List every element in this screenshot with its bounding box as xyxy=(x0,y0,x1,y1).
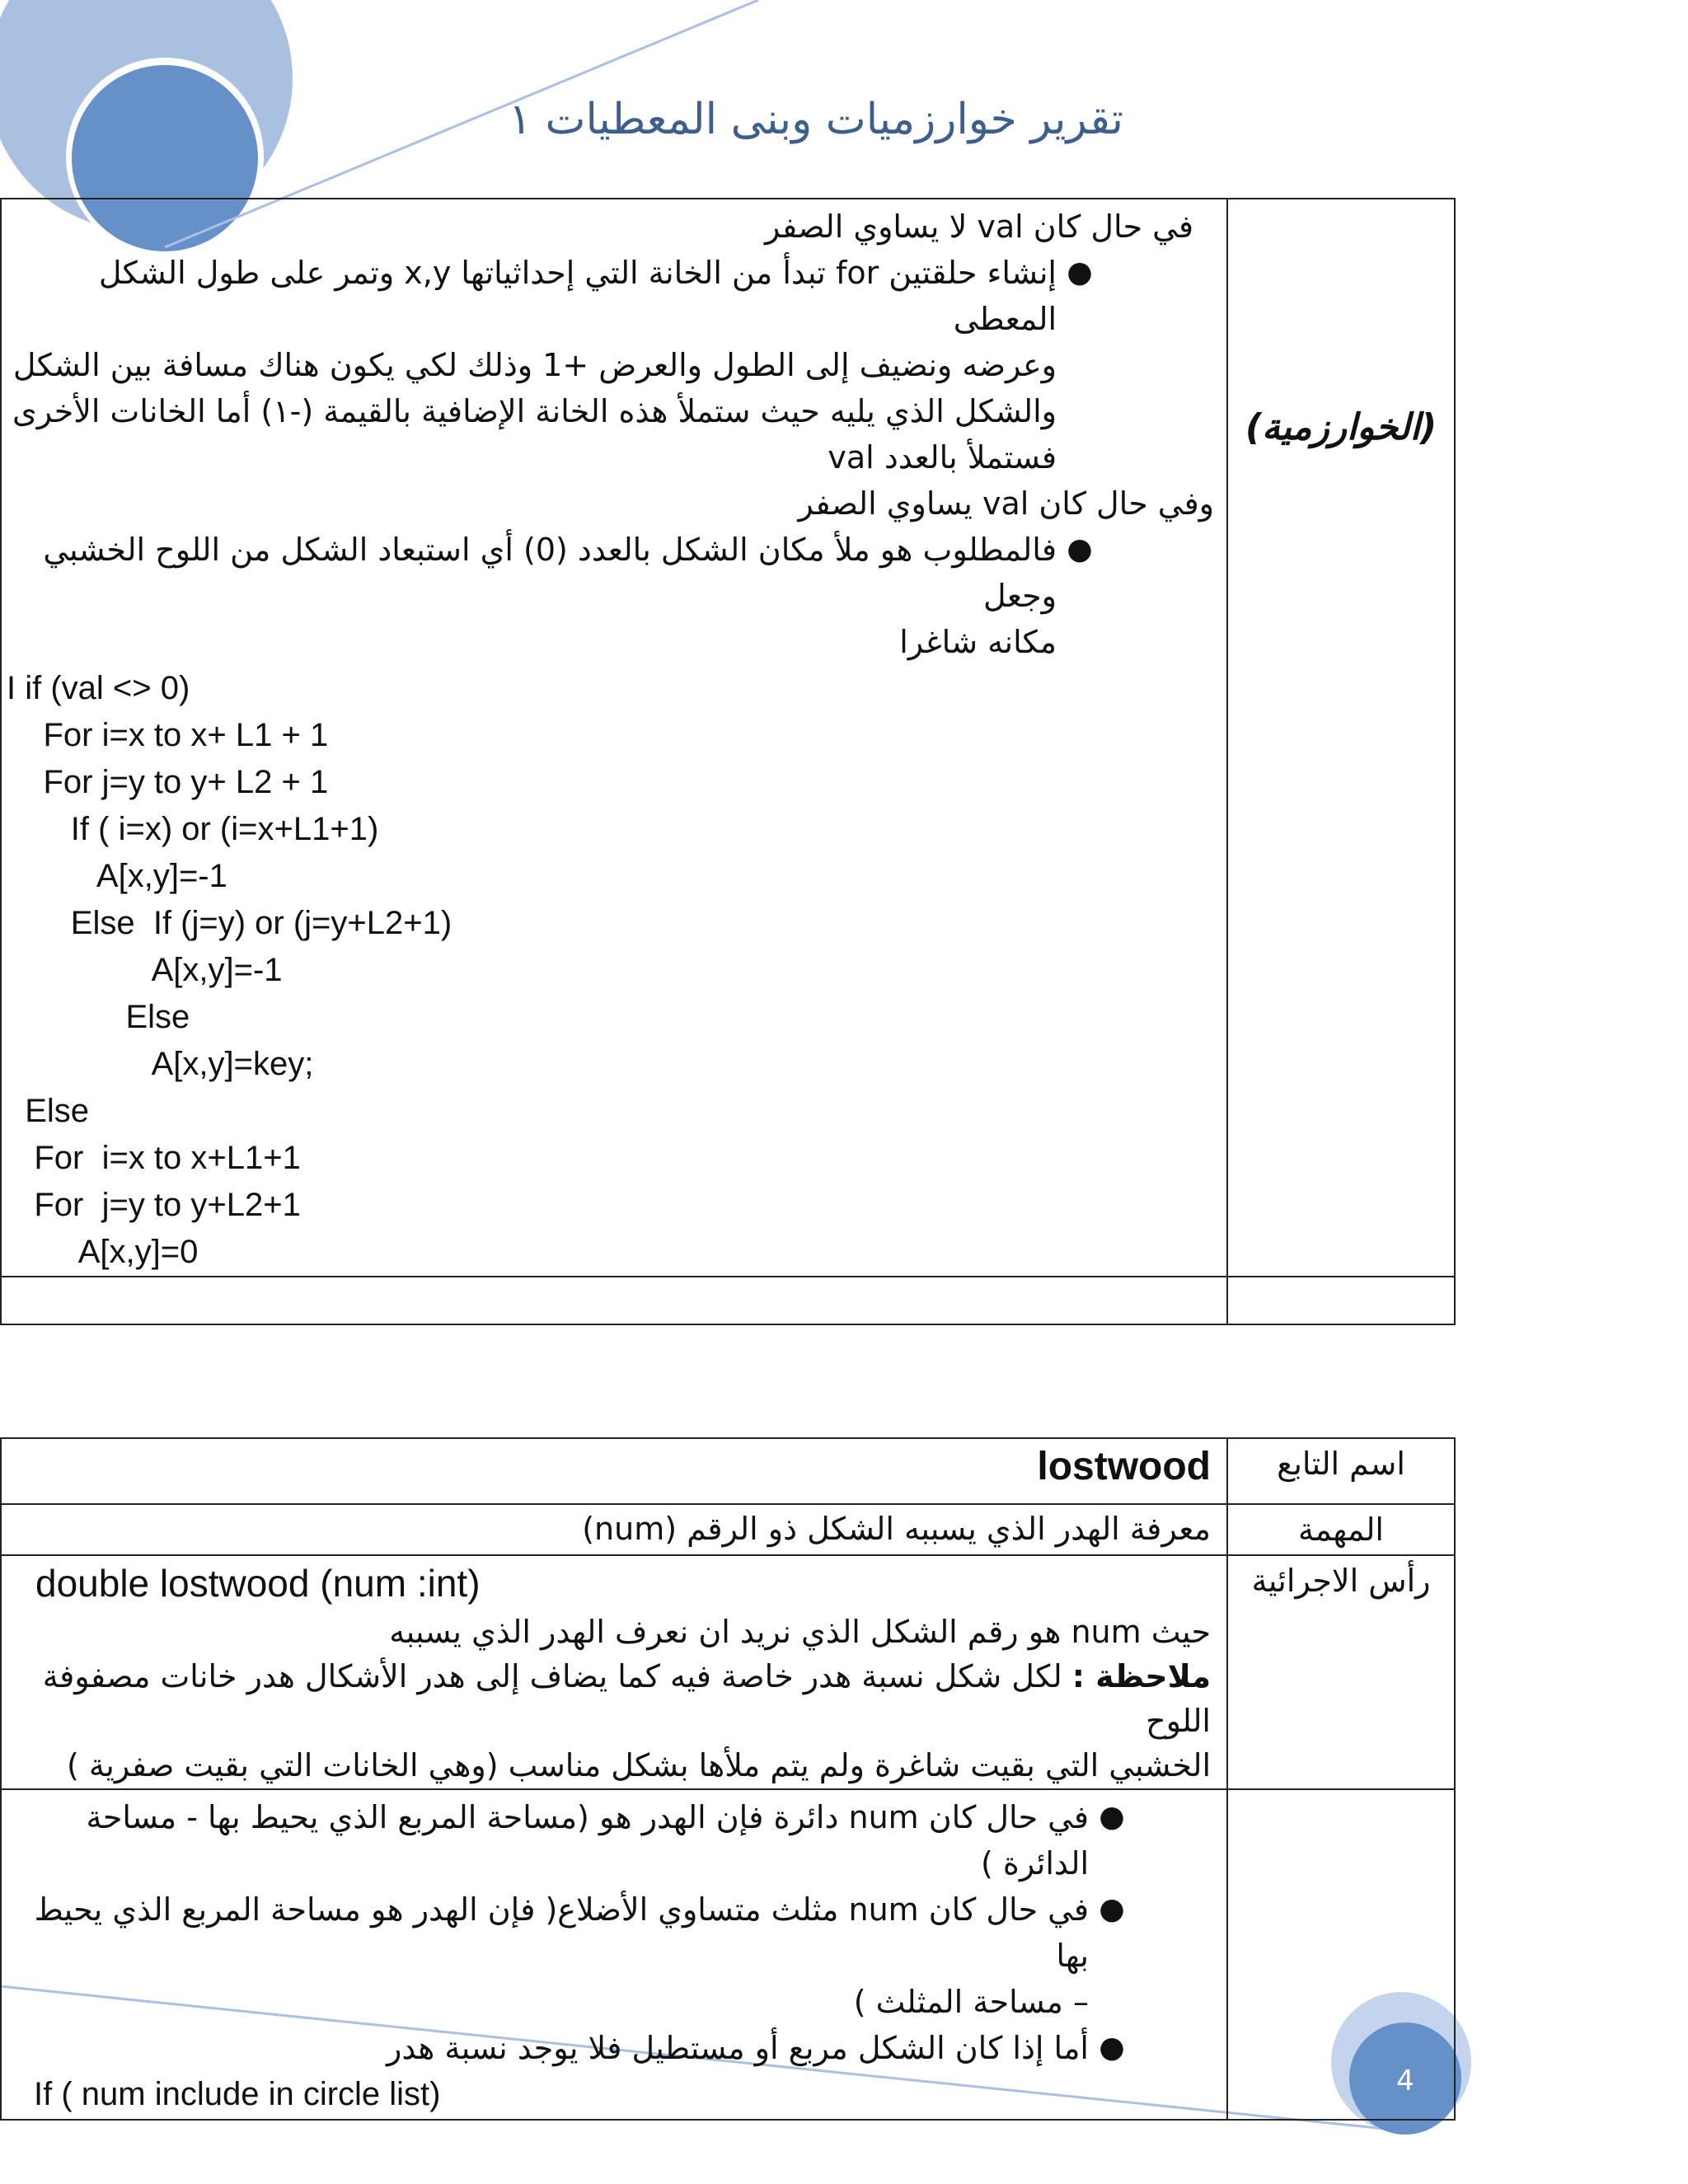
bullet-text: في حال كان num مثلث متساوي الأضلاع( فإن الهدر هو مساحة المربع الذي يحيط بها xyxy=(34,1891,1089,1974)
code-line: A[x,y]=-1 xyxy=(7,858,227,894)
algorithm-label-cell xyxy=(1227,199,1455,1277)
note-text-continued: الخشبي التي بقيت شاغرة ولم يتم ملأها بشكل مناسب (وهي الخانات التي بقيت صفرية ) xyxy=(67,1747,1211,1783)
code-line: If ( i=x) or (i=x+L1+1) xyxy=(7,811,379,847)
bullet-text: في حال كان num دائرة فإن الهدر هو (مساحة المربع الذي يحيط بها - مساحة الدائرة ) xyxy=(86,1799,1089,1882)
details-cell xyxy=(1,1789,1227,2120)
code-line: Else xyxy=(7,1093,90,1129)
bullet-text-line: وعرضه ونضيف إلى الطول والعرض +1 وذلك لكي يكون هناك مسافة بين الشكل xyxy=(12,347,1057,383)
note-label: ملاحظة : xyxy=(1071,1658,1211,1694)
procedure-header-cell xyxy=(1,1555,1227,1789)
code-line: A[x,y]=-1 xyxy=(7,952,283,988)
bullet-icon: ● xyxy=(1099,1892,1125,1926)
function-name-label-cell xyxy=(1227,1438,1455,1504)
code-line: For j=y to y+L2+1 xyxy=(7,1187,301,1223)
procedure-header-label: رأس الاجرائية xyxy=(1251,1563,1431,1599)
task-label: المهمة xyxy=(1298,1511,1384,1548)
empty-cell xyxy=(1,1277,1227,1324)
bullet-item xyxy=(11,1886,1135,2025)
case-nonzero-text: في حال كان val لا يساوي الصفر xyxy=(764,209,1193,245)
where-text: حيث num هو رقم الشكل الذي نريد ان نعرف الهدر الذي يسببه xyxy=(389,1614,1211,1650)
code-line: A[x,y]=0 xyxy=(7,1234,199,1270)
code-line: For i=x to x+ L1 + 1 xyxy=(7,717,329,753)
procedure-header-label-cell xyxy=(1227,1555,1455,1789)
algorithm-label: (الخوارزمية) xyxy=(1245,406,1437,448)
function-name: lostwood xyxy=(1037,1445,1211,1488)
code-line: Else xyxy=(7,999,190,1035)
pseudocode-block xyxy=(2,665,1226,1276)
note-text: لكل شكل نسبة هدر خاصة فيه كما يضاف إلى هدر الأشكال هدر خانات مصفوفة اللوح xyxy=(42,1658,1211,1739)
bullet-icon: ● xyxy=(1067,255,1093,289)
bullet-item xyxy=(10,250,1193,480)
code-line: For i=x to x+L1+1 xyxy=(7,1140,301,1176)
function-table xyxy=(0,1437,1456,2121)
function-name-label: اسم التابع xyxy=(1277,1446,1405,1482)
code-line: If ( num include in circle list) xyxy=(34,2076,441,2112)
code-line: A[x,y]=key; xyxy=(7,1046,314,1082)
algorithm-table xyxy=(0,198,1456,1325)
bullet-text-line: فستملأ بالعدد val xyxy=(828,439,1057,476)
page-number: 4 xyxy=(1396,2064,1414,2097)
bullet-icon: ● xyxy=(1099,1800,1125,1834)
code-line: For j=y to y+ L2 + 1 xyxy=(7,764,329,800)
bullet-text-line: مكانه شاغرا xyxy=(899,624,1057,660)
bullet-text-continued: – مساحة المثلث ) xyxy=(853,1984,1089,2020)
bullet-text: أما إذا كان الشكل مربع أو مستطيل فلا يوجد نسبة هدر xyxy=(387,2030,1089,2066)
code-line: I if (val <> 0) xyxy=(7,670,190,706)
case-zero-text: وفي حال كان val يساوي الصفر xyxy=(798,485,1214,522)
empty-cell xyxy=(1227,1277,1455,1324)
bullet-text-line: فالمطلوب هو ملأ مكان الشكل بالعدد (0) أي استبعاد الشكل من اللوح الخشبي وجعل xyxy=(43,532,1057,614)
algorithm-content-cell xyxy=(1,199,1227,1277)
bullet-text-line: إنشاء حلقتين for تبدأ من الخانة التي إحداثياتها x,y وتمر على طول الشكل المعطى xyxy=(98,255,1057,337)
function-signature: double lostwood (num :int) xyxy=(35,1562,481,1605)
bullet-item xyxy=(10,527,1193,665)
function-name-cell xyxy=(1,1438,1227,1504)
task-text: معرفة الهدر الذي يسببه الشكل ذو الرقم (num) xyxy=(582,1511,1211,1547)
page-title: تقرير خوارزميات وبنى المعطيات ١ xyxy=(509,95,1123,144)
bullet-icon: ● xyxy=(1067,532,1093,566)
task-cell xyxy=(1,1504,1227,1555)
bullet-text-line: والشكل الذي يليه حيث ستملأ هذه الخانة الإضافية بالقيمة (-١) أما الخانات الأخرى xyxy=(12,393,1057,429)
task-label-cell xyxy=(1227,1504,1455,1555)
note-line xyxy=(11,1654,1211,1743)
bullet-item xyxy=(11,1794,1135,1886)
bullet-icon: ● xyxy=(1099,2031,1125,2064)
bullet-item xyxy=(11,2025,1135,2071)
code-line: Else If (j=y) or (j=y+L2+1) xyxy=(7,905,452,941)
